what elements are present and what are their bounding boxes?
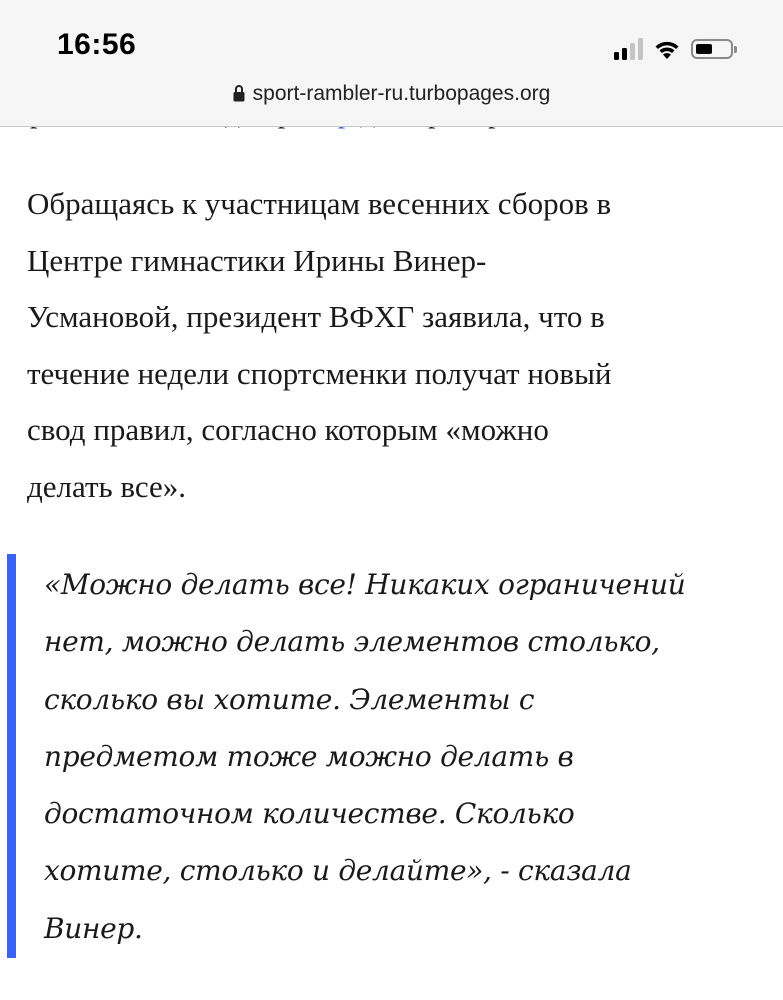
quote-line: сколько вы хотите. Элементы с [44, 682, 535, 716]
paragraph-line: Усмановой, президент ВФХГ заявила, что в [27, 299, 605, 334]
quote-line: нет, можно делать элементов столько, [44, 625, 660, 659]
quote-line: «Можно делать все! Никаких ограничений [44, 568, 686, 601]
paragraph-line: свод правил, согласно которым «можно [27, 412, 549, 447]
paragraph-line: Обращаясь к участницам весенних сборов в [27, 186, 612, 221]
url-text: sport-rambler-ru.turbopages.org [252, 82, 551, 105]
paragraph-line: Центре гимнастики Ирины Винер- [27, 242, 487, 278]
paragraph-line: течение недели спортсменки получат новый [27, 355, 612, 391]
address-bar[interactable] [0, 82, 783, 106]
cellular-signal-icon [614, 38, 643, 60]
quote-line: достаточном количестве. Сколько [44, 797, 575, 831]
quote-line: хотите, столько и делайте», - сказала [44, 854, 632, 888]
quote-line: Винер. [44, 911, 143, 945]
paragraph-line: делать все». [27, 468, 186, 504]
browser-top-bar [0, 0, 783, 127]
blockquote [44, 556, 774, 957]
blockquote-accent-bar [7, 554, 16, 958]
status-time: 16:56 [57, 28, 137, 61]
wifi-icon [653, 38, 681, 60]
quote-line: предметом тоже можно делать в [44, 739, 574, 773]
lock-icon [233, 84, 245, 102]
status-icons [614, 34, 733, 60]
article-paragraph [27, 176, 767, 515]
battery-icon [691, 39, 733, 59]
